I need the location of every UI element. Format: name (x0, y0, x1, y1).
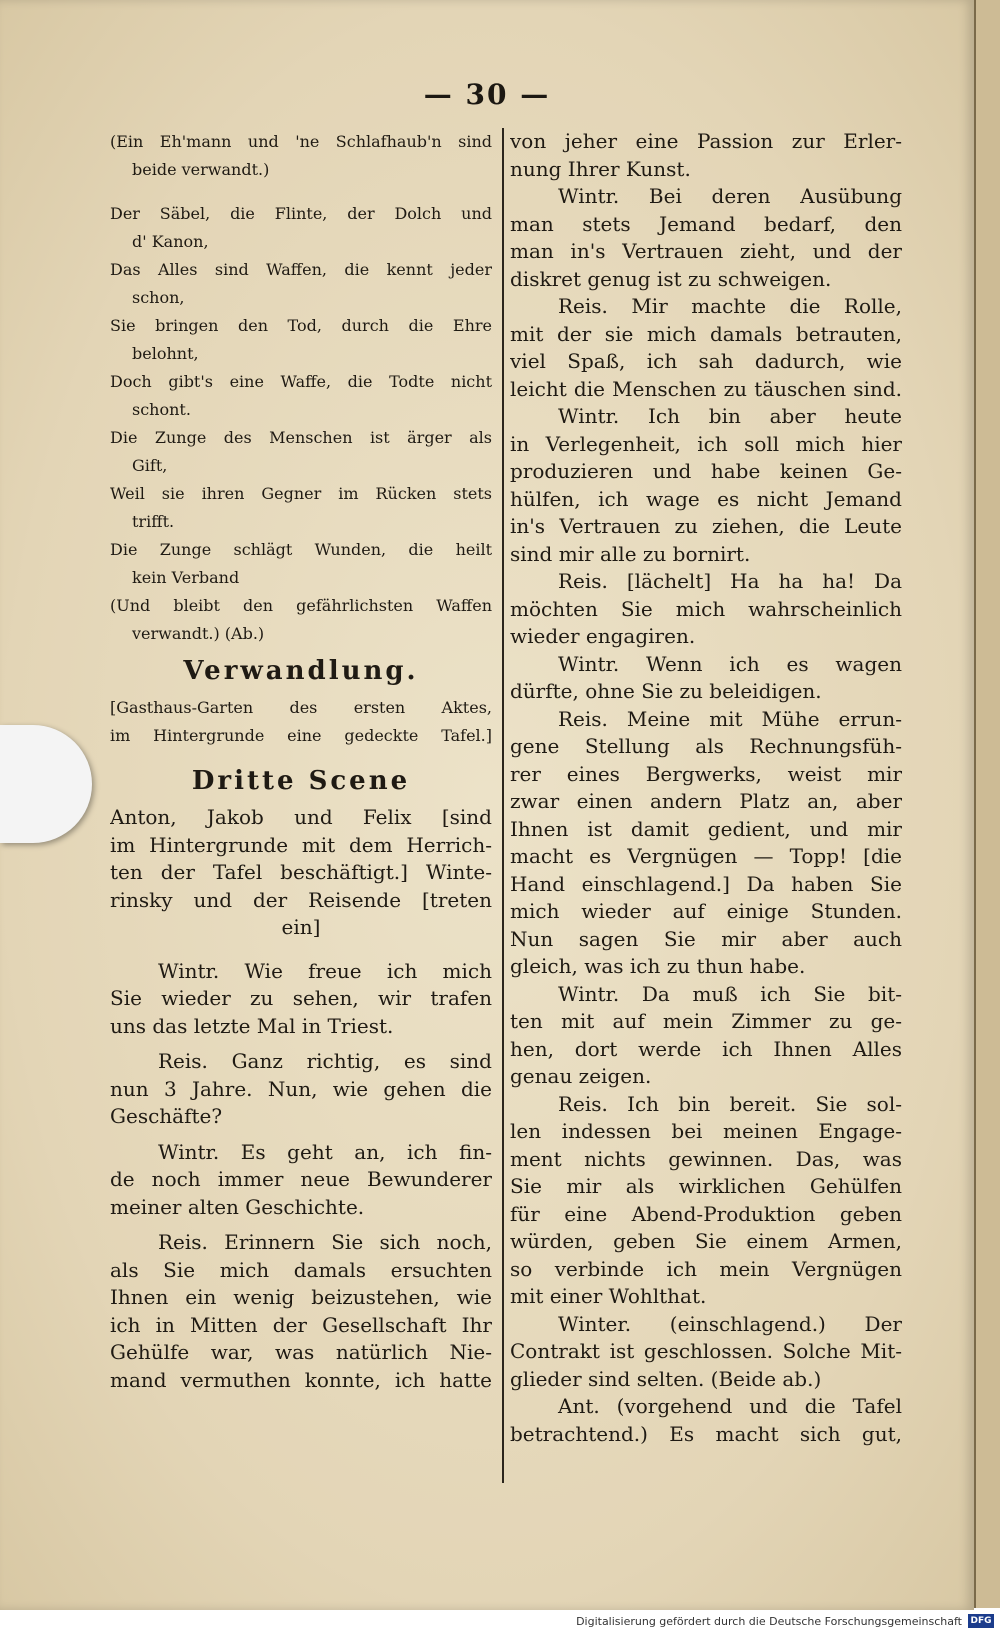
left-column (110, 128, 492, 1394)
song-line: d' Kanon, (132, 232, 209, 251)
dialogue-line: Wintr. Bei deren Ausübung (558, 184, 902, 208)
song-line: Doch gibt's eine Waffe, die Todte nicht (110, 372, 492, 391)
page-number: — 30 — (423, 78, 551, 111)
dialogue-line: Contrakt ist geschlossen. Solche Mit- (510, 1339, 902, 1363)
dialogue-line: de noch immer neue Bewunderer (110, 1167, 492, 1191)
dfg-logo: DFG (968, 1614, 994, 1628)
song-line: verwandt.) (Ab.) (132, 624, 265, 643)
dialogue-line: zwar einen andern Platz an, aber (510, 789, 902, 813)
dialogue-line: uns das letzte Mal in Triest. (110, 1013, 394, 1038)
dialogue-line: viel Spaß, ich sah dadurch, wie (510, 349, 902, 373)
song-line: (Ein Eh'mann und 'ne Schlafhaub'n sind (110, 132, 492, 151)
song-line: beide verwandt.) (132, 160, 270, 179)
cast-list (110, 804, 492, 942)
dialogue-line: hülfen, ich wage es nicht Jemand (510, 486, 902, 511)
column-divider (502, 128, 504, 1483)
dialogue-line: Sie wieder zu sehen, wir trafen (110, 986, 492, 1010)
dialogue-line: len indessen bei meinen Engage- (510, 1119, 902, 1143)
right-column (510, 128, 902, 1448)
stage-direction-line: [Gasthaus-Garten des ersten Aktes, (110, 698, 492, 717)
cast-line: Anton, Jakob und Felix [sind (110, 805, 492, 829)
dialogue-line: gleich, was ich zu thun habe. (510, 954, 806, 978)
dialogue-line: Gehülfe war, was natürlich Nie- (110, 1340, 492, 1364)
song-line: (Und bleibt den gefährlichsten Waffen (110, 596, 492, 615)
song-line: Gift, (132, 456, 168, 475)
song-line: Die Zunge schlägt Wunden, die heilt (110, 540, 492, 559)
dialogue-line: diskret genug ist zu schweigen. (510, 266, 832, 291)
stage-direction (110, 694, 492, 750)
stage-direction-line: im Hintergrunde eine gedeckte Tafel.] (110, 726, 492, 745)
dialogue-line: Ihnen ist damit gedient, und mir (510, 816, 902, 841)
dialogue-line: Reis. Meine mit Mühe errun- (558, 706, 902, 731)
dialogue-line: so verbinde ich mein Vergnügen (510, 1256, 902, 1281)
song-line: trifft. (132, 512, 175, 531)
dialogue-line: Nun sagen Sie mir aber auch (510, 926, 902, 951)
song-line: Der Säbel, die Flinte, der Dolch und (110, 204, 492, 223)
song-line: Weil sie ihren Gegner im Rücken stets (110, 484, 492, 503)
page-clip (0, 725, 92, 843)
dialogue-line: Ihnen ein wenig beizustehen, wie (110, 1285, 492, 1309)
dialogue-line: möchten Sie mich wahrscheinlich (510, 596, 902, 621)
dialogue-line: Reis. Ich bin bereit. Sie sol- (558, 1091, 902, 1116)
dialogue-line: mand vermuthen konnte, ich hatte (110, 1367, 492, 1392)
dialogue-line: hen, dort werde ich Ihnen Alles (510, 1036, 902, 1061)
dialogue-line: Wintr. Da muß ich Sie bit- (558, 981, 902, 1006)
dialogue-line: mit der sie mich damals betrauten, (510, 321, 902, 346)
footer-credit: Digitalisierung gefördert durch die Deutsche Forschungsgemeinschaft (576, 1615, 962, 1628)
dialogue-line: Reis. Ganz richtig, es sind (158, 1049, 492, 1073)
dialogue (110, 958, 492, 1395)
dialogue-line: Reis. Erinnern Sie sich noch, (158, 1230, 492, 1254)
dialogue-line: meiner alten Geschichte. (110, 1194, 365, 1219)
dialogue-line: ten mit auf mein Zimmer zu ge- (510, 1009, 902, 1033)
cast-line: im Hintergrunde mit dem Herrich- (110, 832, 492, 857)
dialogue-line: man stets Jemand bedarf, den (510, 211, 902, 236)
dialogue-line: ment nichts gewinnen. Das, was (510, 1146, 902, 1171)
dialogue-line: wieder engagiren. (510, 624, 696, 648)
dialogue-line: mit einer Wohlthat. (510, 1284, 707, 1308)
dialogue-line: glieder sind selten. (Beide ab.) (510, 1366, 822, 1391)
dialogue-line: nun 3 Jahre. Nun, wie gehen die (110, 1076, 492, 1101)
dialogue-line: macht es Vergnügen — Topp! [die (510, 844, 902, 868)
dialogue-line: man in's Vertrauen zieht, und der (510, 239, 902, 263)
dialogue-line: für eine Abend-Produktion geben (510, 1201, 902, 1226)
dialogue-line: in's Vertrauen zu ziehen, die Leute (510, 514, 902, 538)
cast-line: ten der Tafel beschäftigt.] Winte- (110, 860, 492, 884)
song-lyrics (110, 128, 492, 648)
dialogue-line: mich wieder auf einige Stunden. (510, 899, 902, 923)
song-line: Die Zunge des Menschen ist ärger als (110, 428, 492, 447)
cast-line: rinsky und der Reisende [treten (110, 887, 492, 912)
dialogue-line: produzieren und habe keinen Ge- (510, 459, 902, 483)
dialogue-line: Wintr. Wenn ich es wagen (558, 651, 902, 676)
song-line: schon, (132, 288, 185, 307)
dialogue-line: als Sie mich damals ersuchten (110, 1257, 492, 1282)
dialogue-line: Sie mir als wirklichen Gehülfen (510, 1174, 902, 1198)
next-page-edge (974, 0, 1000, 1608)
song-line: belohnt, (132, 344, 199, 363)
dialogue-line: Winter. (einschlagend.) Der (558, 1311, 902, 1336)
dialogue-line: dürfte, ohne Sie zu beleidigen. (510, 679, 822, 703)
scene-heading: Dritte Scene (191, 766, 411, 796)
dialogue-line: rer eines Bergwerks, weist mir (510, 761, 902, 786)
transformation-heading: Verwandlung. (183, 656, 419, 686)
dialogue-line: Ant. (vorgehend und die Tafel (558, 1394, 902, 1418)
dialogue-line: Geschäfte? (110, 1104, 223, 1128)
dialogue-line: ich in Mitten der Gesellschaft Ihr (110, 1312, 492, 1337)
dialogue-line: genau zeigen. (510, 1064, 652, 1088)
song-line: Das Alles sind Waffen, die kennt jeder (110, 260, 492, 279)
dialogue-line: in Verlegenheit, ich soll mich hier (510, 431, 902, 456)
song-line: schont. (132, 400, 191, 419)
dialogue-line: Hand einschlagend.] Da haben Sie (510, 871, 902, 896)
dialogue-line: nung Ihrer Kunst. (510, 156, 691, 181)
dialogue-line: sind mir alle zu bornirt. (510, 541, 751, 566)
dialogue-line: leicht die Menschen zu täuschen sind. (510, 376, 902, 401)
dialogue-line: Reis. [lächelt] Ha ha ha! Da (558, 569, 902, 593)
dialogue-line: betrachtend.) Es macht sich gut, (510, 1421, 902, 1446)
dialogue-line: Wintr. Wie freue ich mich (158, 958, 492, 983)
dialogue-line: gene Stellung als Rechnungsfüh- (510, 734, 902, 758)
footer-bar (0, 1610, 1000, 1633)
dialogue-line: Reis. Mir machte die Rolle, (558, 294, 902, 318)
dialogue-line: von jeher eine Passion zur Erler- (510, 129, 902, 153)
song-line: Sie bringen den Tod, durch die Ehre (110, 316, 492, 335)
dialogue-line: würden, geben Sie einem Armen, (510, 1229, 902, 1253)
dialogue-line: Wintr. Es geht an, ich fin- (158, 1139, 492, 1164)
dialogue-line: Wintr. Ich bin aber heute (558, 404, 902, 428)
song-line: kein Verband (132, 568, 240, 587)
cast-line: ein] (281, 915, 321, 939)
